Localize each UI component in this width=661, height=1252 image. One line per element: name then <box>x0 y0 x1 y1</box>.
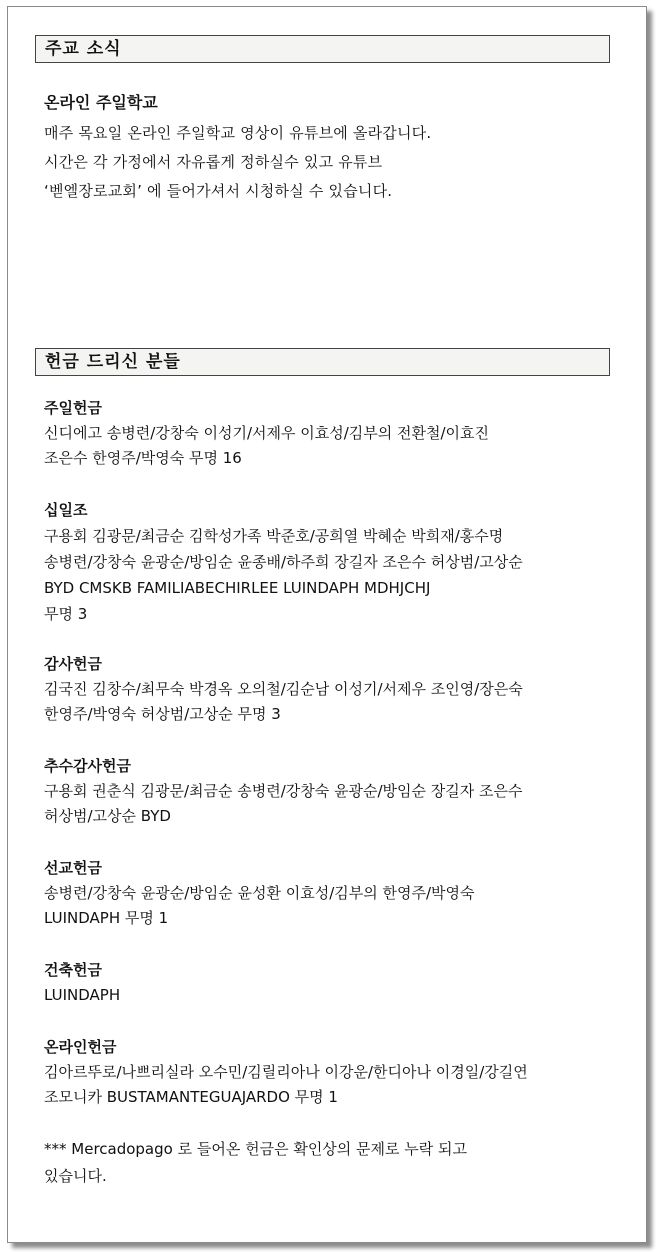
offering-group-sunday <box>44 397 634 471</box>
offering-names-line: BYD CMSKB FAMILIABECHIRLEE LUINDAPH MDHJCHJ <box>44 579 431 597</box>
offering-section-header: 헌금 드리신 분들 <box>35 348 610 376</box>
offering-names-line: 허상범/고상순 BYD <box>44 807 171 825</box>
offering-group-mission <box>44 857 634 931</box>
offering-group-title: 십일조 <box>44 501 88 519</box>
offering-group-title: 감사헌금 <box>44 655 102 673</box>
notice-title: 온라인 주일학교 <box>44 93 158 112</box>
offering-names-line: 한영주/박영숙 허상범/고상순 무명 3 <box>44 705 281 723</box>
offering-names-line: 송병련/강창숙 윤광순/방임순 윤성환 이효성/김부의 한영주/박영숙 <box>44 884 475 902</box>
notice-line: 매주 목요일 온라인 주일학교 영상이 유튜브에 올라갑니다. <box>44 124 432 142</box>
bulletin-page <box>7 6 647 1243</box>
offering-group-harvest-thanks <box>44 755 634 829</box>
offering-names-line: 송병련/강창숙 윤광순/방임순 윤종배/하주희 장길자 조은수 허상범/고상순 <box>44 553 523 571</box>
offering-names-line: 김아르뚜로/나쁘리실라 오수민/김릴리아나 이강운/한디아나 이경일/강길연 <box>44 1063 528 1081</box>
offering-names-line: 김국진 김창수/최무숙 박경옥 오의철/김순남 이성기/서제우 조인영/장은숙 <box>44 680 523 698</box>
offering-names-line: 조은수 한영주/박영숙 무명 16 <box>44 449 242 467</box>
offering-names-line: 구용회 김광문/최금순 김학성가족 박준호/공희열 박혜순 박희재/홍수명 <box>44 527 504 545</box>
offering-names-line: 신디에고 송병련/강창숙 이성기/서제우 이효성/김부의 전환철/이효진 <box>44 424 490 442</box>
offering-group-title: 건축헌금 <box>44 961 102 979</box>
offering-group-title: 주일헌금 <box>44 399 102 417</box>
offering-group-title: 온라인헌금 <box>44 1038 117 1056</box>
footnote-line: *** Mercadopago 로 들어온 헌금은 확인상의 문제로 누락 되고 <box>44 1140 468 1158</box>
offering-group-tithe <box>44 499 634 627</box>
offering-names-line: 조모니카 BUSTAMANTEGUAJARDO 무명 1 <box>44 1088 338 1106</box>
news-section-header: 주교 소식 <box>35 35 610 63</box>
offering-names-line: LUINDAPH 무명 1 <box>44 909 169 927</box>
offering-group-title: 추수감사헌금 <box>44 757 131 775</box>
offering-names-line: 구용회 권춘식 김광문/최금순 송병련/강창숙 윤광순/방임순 장길자 조은수 <box>44 782 523 800</box>
offering-group-title: 선교헌금 <box>44 859 102 877</box>
offering-footnote <box>44 1136 634 1190</box>
offering-group-online <box>44 1036 634 1110</box>
offering-group-thanks <box>44 653 634 727</box>
offering-names-line: 무명 3 <box>44 605 88 623</box>
notice-line: ‘벧엘장로교회’ 에 들어가셔서 시청하실 수 있습니다. <box>44 182 393 200</box>
footnote-line: 있습니다. <box>44 1167 107 1185</box>
notice-line: 시간은 각 가정에서 자유롭게 정하실수 있고 유튜브 <box>44 153 383 171</box>
offering-names-line: LUINDAPH <box>44 986 121 1004</box>
online-sunday-school-notice <box>44 91 634 206</box>
offering-group-building <box>44 959 634 1008</box>
